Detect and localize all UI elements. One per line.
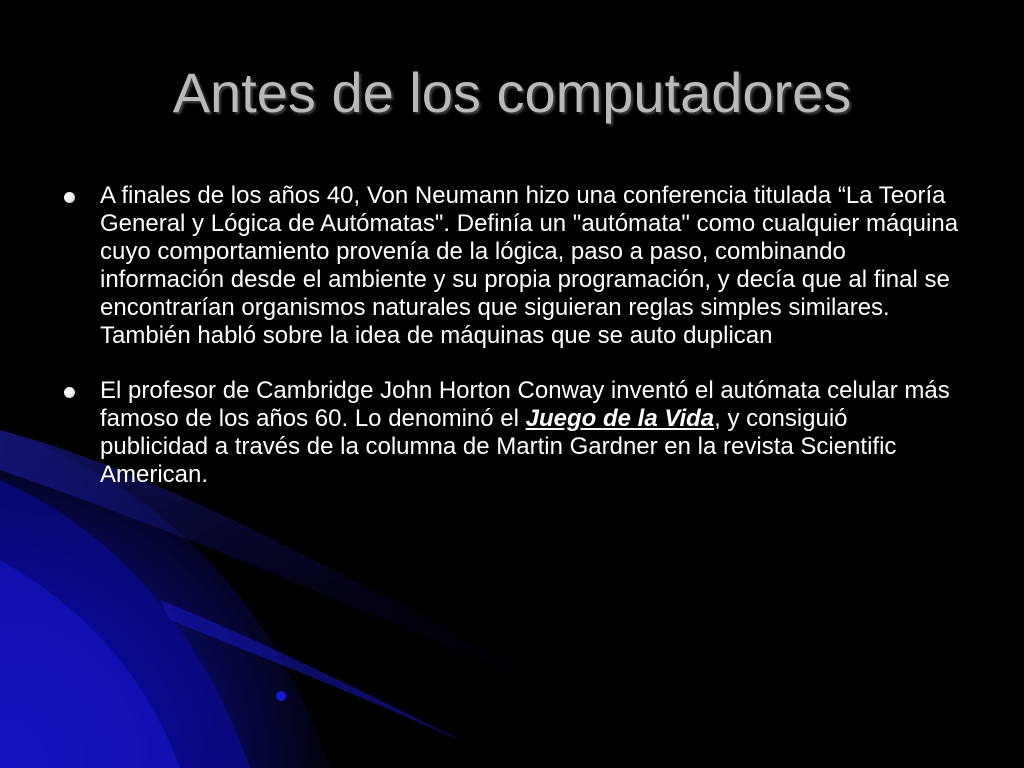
bullet-text-before-link: El profesor de Cambridge John Horton Conway inventó el autómata celular más famoso de los años 60. Lo denominó el [100,377,950,432]
bullet-dot-icon [64,192,75,203]
bullet-item-von-neumann [62,182,962,350]
juego-de-la-vida-link[interactable]: Juego de la Vida [525,405,715,432]
bullet-dot-icon [64,387,75,398]
slide-title: Antes de los computadores [172,61,852,124]
bullet-text-after-link: , y consiguió publicidad a través de la columna de Martin Gardner en la revista Scientific American. [100,405,897,488]
bullet-item-conway [62,377,962,489]
bullet-list [62,182,962,516]
bullet-text: A finales de los años 40, Von Neumann hizo una conferencia titulada “La Teoría General y Lógica de Autómatas". Definía un "autómata" como cualquier máquina cuyo comportamiento provenía de la lógica, paso a paso, combinando información desde el ambiente y su propia programación, y decía que al final se encontrarían organismos naturales que siguieran reglas simples similares. También habló sobre la idea de máquinas que se auto duplican [100,182,959,349]
